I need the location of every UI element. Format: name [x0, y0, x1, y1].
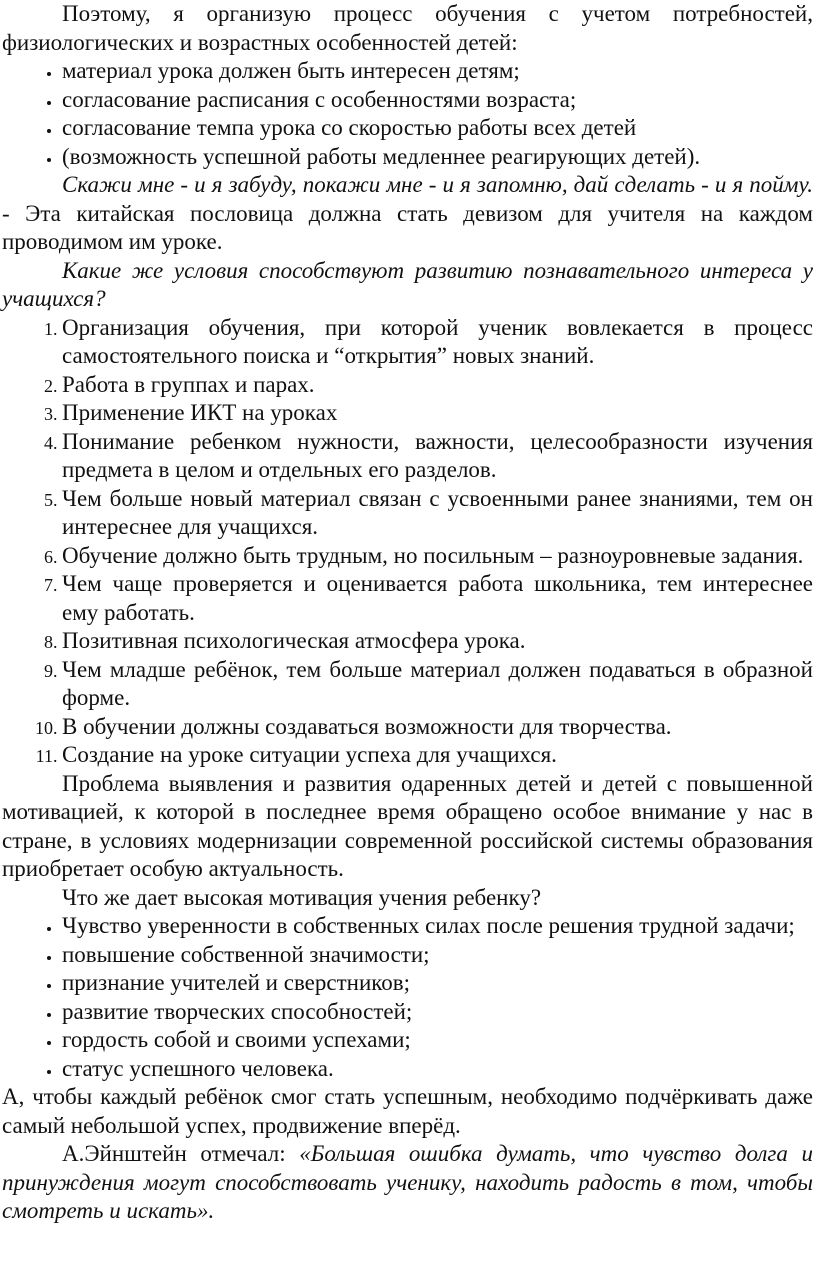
needs-bullet-list — [2, 57, 813, 171]
einstein-quote-paragraph — [2, 1140, 813, 1226]
list-item: 5. Чем больше новый материал связан с усвоенными ранее знаниями, тем он интереснее для учащихся. — [62, 485, 813, 542]
quote-text: «Большая ошибка думать, что чувство долга и принуждения могут способствовать ученику, находить радость в том, чтобы смотреть и искать». — [2, 1141, 813, 1223]
list-item: • статус успешного человека. — [62, 1055, 813, 1084]
problem-paragraph: Проблема выявления и развития одаренных детей и детей с повышенной мотивацией, к которой в последнее время обращено особое внимание у нас в стране, в условиях модернизации современной российской системы образования приобретает особую актуальность. — [2, 770, 813, 881]
list-item: • материал урока должен быть интересен детям; — [62, 57, 813, 86]
conditions-numbered-list — [2, 314, 813, 770]
list-item: 4. Понимание ребенком нужности, важности, целесообразности изучения предмета в целом и отдельных его разделов. — [62, 428, 813, 485]
proverb-comment: - Эта китайская пословица должна стать девизом для учителя на каждом проводимом им уроке. — [2, 200, 813, 254]
list-item: 11. Создание на уроке ситуации успеха для учащихся. — [62, 741, 813, 770]
list-item: • повышение собственной значимости; — [62, 941, 813, 970]
list-item: 10. В обучении должны создаваться возможности для творчества. — [62, 713, 813, 742]
list-item: • гордость собой и своими успехами; — [62, 1026, 813, 1055]
intro-paragraph: Поэтому, я организую процесс обучения с учетом потребностей, физиологических и возрастных особенностей детей: — [2, 1, 813, 55]
question-motivation: Что же дает высокая мотивация учения ребенку? — [62, 884, 542, 910]
list-item: • развитие творческих способностей; — [62, 998, 813, 1027]
list-item: 1. Организация обучения, при которой ученик вовлекается в процесс самостоятельного поиска и “открытия” новых знаний. — [62, 314, 813, 371]
list-item: 7. Чем чаще проверяется и оценивается работа школьника, тем интереснее ему работать. — [62, 570, 813, 627]
motivation-bullet-list — [2, 912, 813, 1083]
question-conditions: Какие же условия способствуют развитию познавательного интереса у учащихся? — [2, 257, 813, 311]
success-paragraph: А, чтобы каждый ребёнок смог стать успешным, необходимо подчёркивать даже самый небольшой успех, продвижение вперёд. — [2, 1084, 813, 1138]
proverb-quote: Скажи мне - и я забуду, покажи мне - и я запомню, дай сделать - и я пойму. — [62, 172, 813, 197]
list-item: • согласование расписания с особенностями возраста; — [62, 86, 813, 115]
quote-author: А.Эйнштейн отмечал: — [62, 1141, 300, 1166]
list-item: • признание учителей и сверстников; — [62, 969, 813, 998]
list-item: • согласование темпа урока со скоростью работы всех детей — [62, 114, 813, 143]
list-item: • (возможность успешной работы медленнее реагирующих детей). — [62, 143, 813, 172]
list-item: 9. Чем младше ребёнок, тем больше материал должен подаваться в образной форме. — [62, 656, 813, 713]
list-item: • Чувство уверенности в собственных силах после решения трудной задачи; — [62, 912, 813, 941]
list-item: 8. Позитивная психологическая атмосфера урока. — [62, 627, 813, 656]
list-item: 2. Работа в группах и парах. — [62, 371, 813, 400]
proverb-paragraph — [2, 171, 813, 257]
list-item: 6. Обучение должно быть трудным, но посильным – разноуровневые задания. — [62, 542, 813, 571]
list-item: 3. Применение ИКТ на уроках — [62, 399, 813, 428]
